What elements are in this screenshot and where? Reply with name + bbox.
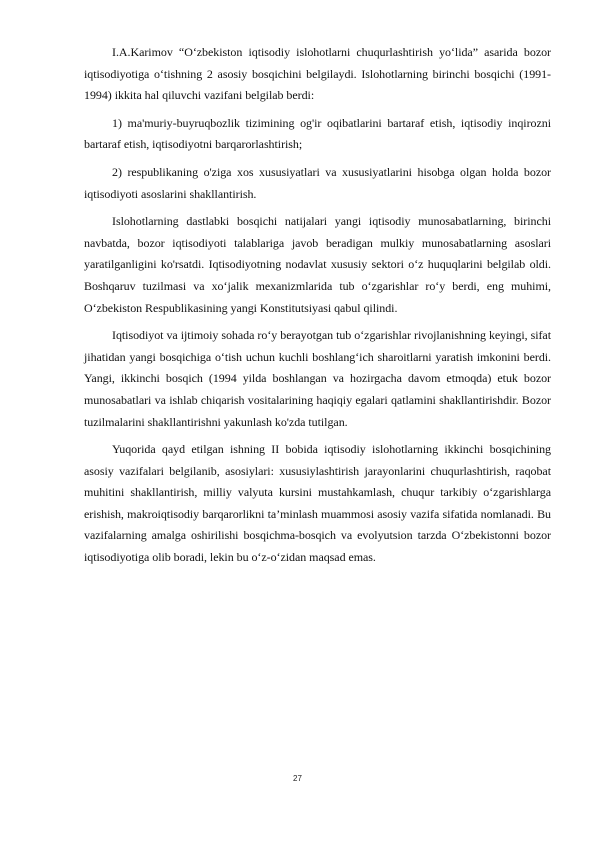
paragraph-first-stage-results: Islohotlarning dastlabki bosqichi natijalari yangi iqtisodiy munosabatlarning, birinchi navbatda, bozor iqtisodiyoti talablariga javob beradigan mulkiy munosabatlarning asoslari yaratilganligini ko'rsatdi. Iqtisodiyotning nodavlat xususiy sektori o‘z huquqlarini belgilab oldi. Boshqaruv tuzilmasi va xo‘jalik mexanizmlarida tub o‘zgarishlar ro‘y berdi, eng muhimi, O‘zbekiston Respublikasining yangi Konstitutsiyasi qabul qilindi. [84, 214, 551, 315]
paragraph-second-stage: Iqtisodiyot va ijtimoiy sohada ro‘y berayotgan tub o‘zgarishlar rivojlanishning keyingi, sifat jihatidan yangi bosqichiga o‘tish uchun kuchli boshlang‘ich sharoitlarni yaratish imkonini berdi. Yangi, ikkinchi bosqich (1994 yilda boshlangan va hozirgacha davom etmoqda) etuk bozor munosabatlari va ishlab chiqarish vositalarining haqiqiy egalari qatlamini shakllantirishdir. Bozor tuzilmalarini shakllantirishni yakunlash ko'zda tutilgan. [84, 328, 551, 429]
document-body [84, 42, 551, 575]
paragraph-second-stage-tasks: Yuqorida qayd etilgan ishning II bobida iqtisodiy islohotlarning ikkinchi bosqichining asosiy vazifalari belgilanib, asosiylari: xususiylashtirish jarayonlarini chuqurlashtirish, raqobat muhitini shakllantirish, milliy valyuta kursini mustahkamlash, chuqur tarkibiy o‘zgarishlarga erishish, makroiqtisodiy barqarorlikni ta’minlash muammosi asosiy vazifa sifatida nomlanadi. Bu vazifalarning amalga oshirilishi bosqichma-bosqich va evolyutsion tarzda O‘zbekistonni bozor iqtisodiyotiga olib boradi, lekin bu o‘z-o‘zidan maqsad emas. [84, 442, 551, 565]
page-number: 27 [293, 774, 302, 783]
paragraph-task-1: 1) ma'muriy-buyruqbozlik tizimining og'ir oqibatlarini bartaraf etish, iqtisodiy inqirozni bartaraf etish, iqtisodiyotni barqarorlashtirish; [84, 115, 551, 152]
paragraph-task-2: 2) respublikaning o'ziga xos xususiyatlari va xususiyatlarini hisobga olgan holda bozor iqtisodiyoti asoslarini shakllantirish. [84, 164, 551, 201]
paragraph-intro: I.A.Karimov “O‘zbekiston iqtisodiy islohotlarni chuqurlashtirish yo‘lida” asarida bozor iqtisodiyotiga o‘tishning 2 asosiy bosqichini belgilaydi. Islohotlarning birinchi bosqichi (1991-1994) ikkita hal qiluvchi vazifani belgilab berdi: [84, 45, 551, 103]
